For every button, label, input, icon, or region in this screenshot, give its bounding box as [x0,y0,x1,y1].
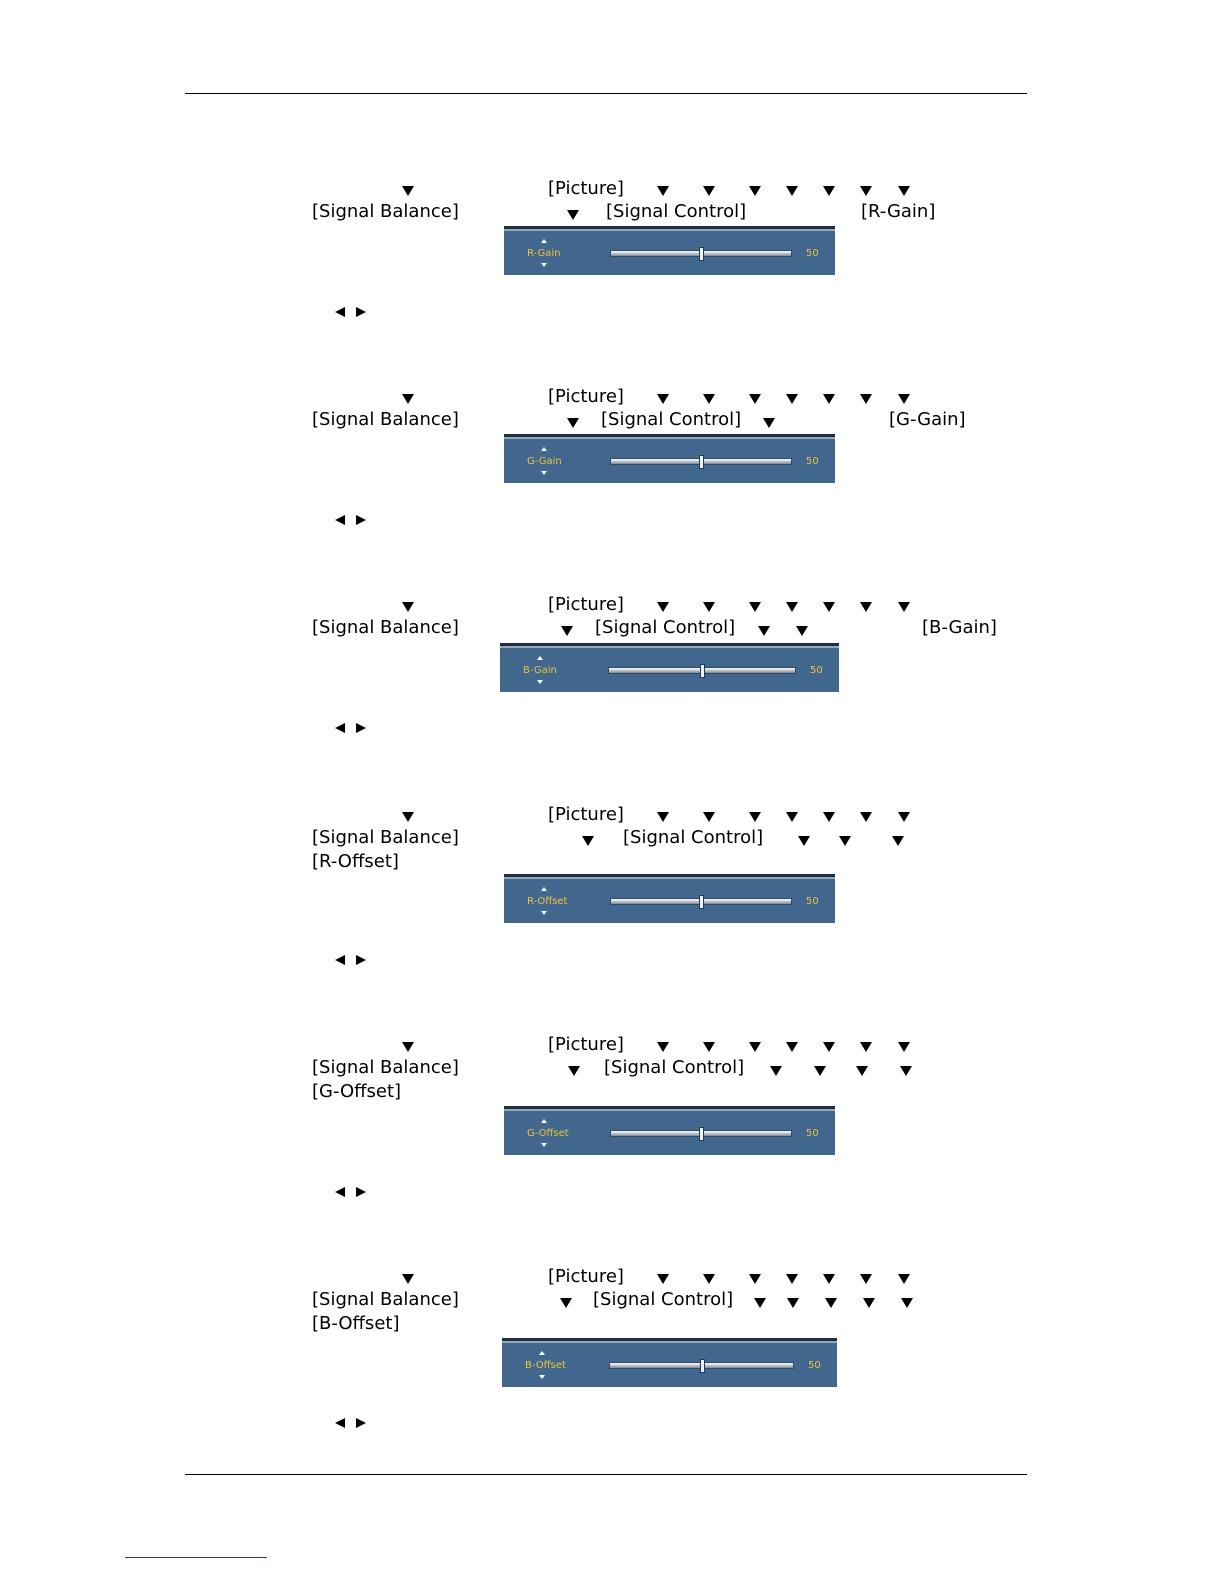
left-arrow-icon [335,1418,345,1428]
signal-balance-label: [Signal Balance] [312,1057,459,1078]
down-arrow-icon [823,812,835,822]
down-arrow-icon [567,210,579,220]
osd-setting-label: G-Gain [527,456,562,467]
signal-balance-label: [Signal Balance] [312,617,459,638]
signal-balance-label: [Signal Balance] [312,827,459,848]
down-arrow-icon [402,1274,414,1284]
slider-thumb[interactable] [699,247,704,261]
osd-slider-panel [502,1338,837,1387]
signal-control-label: [Signal Control] [595,617,736,638]
down-arrow-icon [786,602,798,612]
down-arrow-icon [703,186,715,196]
header-rule [185,93,1027,94]
picture-menu-label: [Picture] [548,804,624,825]
down-arrow-icon [657,394,669,404]
right-arrow-icon [356,1187,366,1197]
osd-setting-label: B-Gain [523,665,557,676]
down-arrow-icon [402,394,414,404]
down-arrow-icon [898,1274,910,1284]
down-arrow-icon [898,394,910,404]
right-arrow-icon [356,515,366,525]
down-arrow-icon [561,626,573,636]
down-arrow-icon [787,1298,799,1308]
down-arrow-icon [703,602,715,612]
down-arrow-icon [703,812,715,822]
slider-value: 50 [810,665,823,676]
down-arrow-icon [749,602,761,612]
slider-value: 50 [806,456,819,467]
slider-value: 50 [806,248,819,259]
up-arrow-icon [537,656,543,660]
slider-value: 50 [808,1360,821,1371]
down-arrow-icon [786,1274,798,1284]
up-arrow-icon [541,1119,547,1123]
down-arrow-icon [823,602,835,612]
down-arrow-icon [823,394,835,404]
osd-slider-panel [504,1106,835,1155]
slider-thumb[interactable] [700,1359,705,1373]
down-arrow-icon [798,836,810,846]
down-arrow-icon [657,1042,669,1052]
footer-link-underline[interactable] [125,1557,267,1558]
osd-setting-label: R-Gain [527,248,561,259]
footer-rule [185,1474,1027,1475]
slider-thumb[interactable] [699,1127,704,1141]
down-arrow-icon [763,418,775,428]
down-arrow-icon [860,394,872,404]
down-arrow-icon [860,812,872,822]
up-arrow-icon [541,239,547,243]
osd-slider-panel [504,226,835,275]
left-arrow-icon [335,307,345,317]
down-arrow-icon [860,602,872,612]
down-arrow-icon [825,1298,837,1308]
down-arrow-icon [537,680,543,684]
down-arrow-icon [657,602,669,612]
down-arrow-icon [786,812,798,822]
target-setting-label: [B-Gain] [922,617,997,638]
slider-thumb[interactable] [699,455,704,469]
down-arrow-icon [900,1066,912,1076]
target-setting-label: [R-Gain] [861,201,936,222]
down-arrow-icon [749,394,761,404]
down-arrow-icon [541,263,547,267]
signal-balance-label: [Signal Balance] [312,201,459,222]
right-arrow-icon [356,307,366,317]
target-setting-label: [R-Offset] [312,851,399,872]
down-arrow-icon [541,911,547,915]
slider-thumb[interactable] [699,895,704,909]
down-arrow-icon [823,1274,835,1284]
picture-menu-label: [Picture] [548,1266,624,1287]
right-arrow-icon [356,1418,366,1428]
down-arrow-icon [901,1298,913,1308]
down-arrow-icon [856,1066,868,1076]
target-setting-label: [G-Gain] [889,409,966,430]
osd-slider-panel [504,874,835,923]
up-arrow-icon [541,447,547,451]
down-arrow-icon [402,1042,414,1052]
down-arrow-icon [749,1042,761,1052]
osd-setting-label: B-Offset [525,1360,566,1371]
picture-menu-label: [Picture] [548,594,624,615]
down-arrow-icon [860,1042,872,1052]
down-arrow-icon [892,836,904,846]
down-arrow-icon [898,1042,910,1052]
osd-setting-label: G-Offset [527,1128,569,1139]
up-arrow-icon [541,887,547,891]
signal-control-label: [Signal Control] [604,1057,745,1078]
down-arrow-icon [749,186,761,196]
down-arrow-icon [839,836,851,846]
down-arrow-icon [657,812,669,822]
down-arrow-icon [823,1042,835,1052]
signal-control-label: [Signal Control] [601,409,742,430]
signal-balance-label: [Signal Balance] [312,409,459,430]
left-arrow-icon [335,955,345,965]
signal-control-label: [Signal Control] [623,827,764,848]
down-arrow-icon [758,626,770,636]
picture-menu-label: [Picture] [548,386,624,407]
down-arrow-icon [796,626,808,636]
slider-value: 50 [806,896,819,907]
down-arrow-icon [402,602,414,612]
right-arrow-icon [356,723,366,733]
target-setting-label: [B-Offset] [312,1313,400,1334]
down-arrow-icon [560,1298,572,1308]
down-arrow-icon [402,186,414,196]
down-arrow-icon [402,812,414,822]
down-arrow-icon [703,1274,715,1284]
signal-balance-label: [Signal Balance] [312,1289,459,1310]
down-arrow-icon [863,1298,875,1308]
down-arrow-icon [657,1274,669,1284]
down-arrow-icon [749,812,761,822]
target-setting-label: [G-Offset] [312,1081,402,1102]
down-arrow-icon [568,1066,580,1076]
osd-slider-panel [504,434,835,483]
osd-slider-panel [500,643,839,692]
down-arrow-icon [754,1298,766,1308]
right-arrow-icon [356,955,366,965]
down-arrow-icon [823,186,835,196]
down-arrow-icon [703,394,715,404]
down-arrow-icon [898,812,910,822]
down-arrow-icon [657,186,669,196]
down-arrow-icon [749,1274,761,1284]
picture-menu-label: [Picture] [548,178,624,199]
signal-control-label: [Signal Control] [606,201,747,222]
down-arrow-icon [541,471,547,475]
down-arrow-icon [814,1066,826,1076]
down-arrow-icon [860,1274,872,1284]
down-arrow-icon [898,186,910,196]
down-arrow-icon [898,602,910,612]
down-arrow-icon [770,1066,782,1076]
slider-value: 50 [806,1128,819,1139]
down-arrow-icon [567,418,579,428]
signal-control-label: [Signal Control] [593,1289,734,1310]
down-arrow-icon [541,1143,547,1147]
down-arrow-icon [786,186,798,196]
left-arrow-icon [335,723,345,733]
up-arrow-icon [539,1351,545,1355]
down-arrow-icon [860,186,872,196]
down-arrow-icon [786,1042,798,1052]
left-arrow-icon [335,515,345,525]
down-arrow-icon [539,1375,545,1379]
down-arrow-icon [582,836,594,846]
down-arrow-icon [703,1042,715,1052]
down-arrow-icon [786,394,798,404]
slider-thumb[interactable] [700,664,705,678]
picture-menu-label: [Picture] [548,1034,624,1055]
left-arrow-icon [335,1187,345,1197]
osd-setting-label: R-Offset [527,896,568,907]
